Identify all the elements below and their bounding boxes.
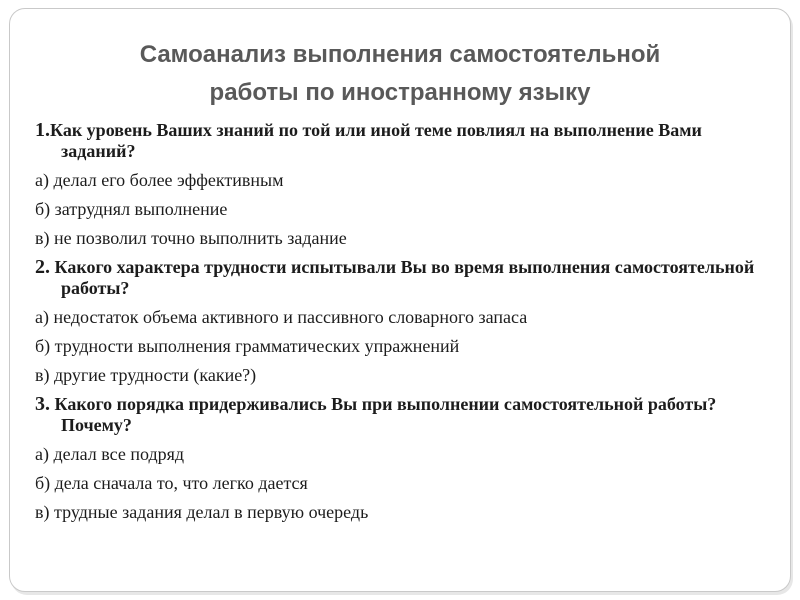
- questionnaire: [35, 120, 775, 531]
- question-number: 3.: [35, 393, 50, 415]
- answer-2c: в) другие трудности (какие?): [35, 365, 257, 385]
- question-text: Какого порядка придерживались Вы при выполнении самостоятельной работы? Почему?: [50, 394, 717, 435]
- answer-2a: а) недостаток объема активного и пассивного словарного запаса: [35, 307, 528, 327]
- slide-title: [40, 36, 760, 112]
- answer-1a: а) делал его более эффективным: [35, 170, 284, 190]
- answer-1c: в) не позволил точно выполнить задание: [35, 228, 347, 248]
- answer-3a: а) делал все подряд: [35, 444, 185, 464]
- question-3: [35, 394, 775, 436]
- answer-2b: б) трудности выполнения грамматических упражнений: [35, 336, 460, 356]
- question-text: Как уровень Ваших знаний по той или иной теме повлиял на выполнение Вами заданий?: [50, 120, 702, 161]
- question-text: Какого характера трудности испытывали Вы во время выполнения самостоятельной работы?: [50, 257, 755, 298]
- question-number: 1.: [35, 119, 50, 141]
- answer-3b: б) дела сначала то, что легко дается: [35, 473, 308, 493]
- answer-3c: в) трудные задания делал в первую очередь: [35, 502, 369, 522]
- title-line-2: работы по иностранному языку: [209, 79, 591, 106]
- question-1: [35, 120, 775, 162]
- title-line-1: Самоанализ выполнения самостоятельной: [139, 41, 661, 68]
- question-number: 2.: [35, 256, 50, 278]
- answer-1b: б) затруднял выполнение: [35, 199, 228, 219]
- question-2: [35, 257, 775, 299]
